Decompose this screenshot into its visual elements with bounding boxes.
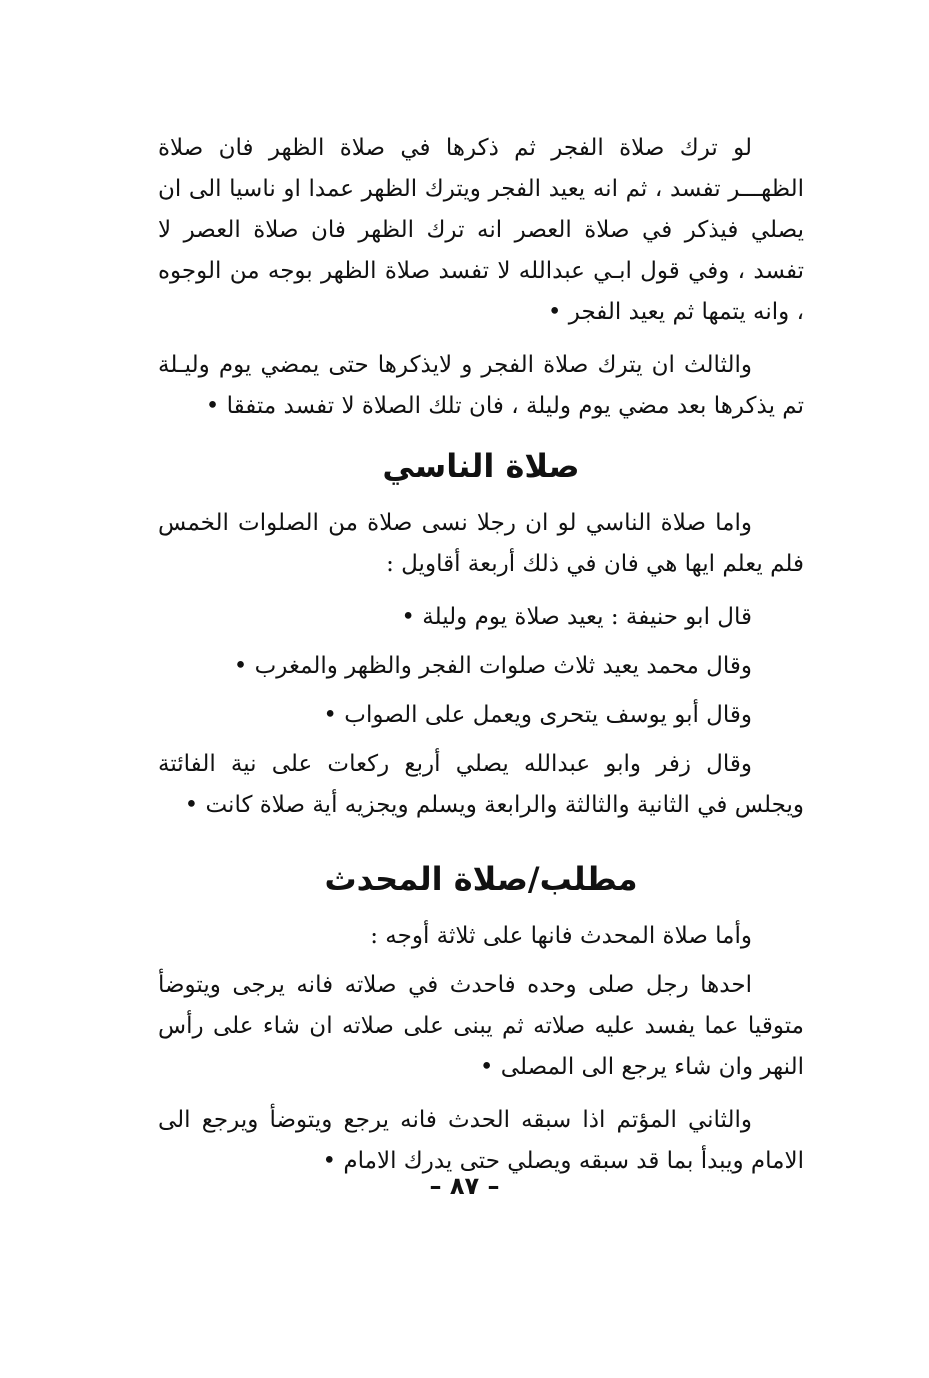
opinion-zufar: وقال زفر وابو عبدالله يصلي أربع ركعات على نية الفائتة ويجلس في الثانية والثالثة والرابعة ويسلم ويجزيه أية صلاة كانت • xyxy=(158,751,804,818)
paragraph-fajr-zuhr: لو ترك صلاة الفجر ثم ذكرها في صلاة الظهر فان صلاة الظهـــر تفسد ، ثم انه يعيد الفجر ويترك الظهر عمدا او ناسيا الى ان يصلي فيذكر في صلاة العصر انه ترك الظهر فان صلاة العصر لا تفسد ، وفي قول ابـي عبدالله لا تفسد صلاة الظهر بوجه من الوجوه ، وانه يتمها ثم يعيد الفجر • xyxy=(158,135,804,325)
heading-salat-al-muhdith: مطلب/صلاة المحدث xyxy=(324,860,638,898)
page-body xyxy=(158,128,804,1194)
paragraph-forgotten-prayer: واما صلاة الناسي لو ان رجلا نسى صلاة من الصلوات الخمس فلم يعلم ايها هي فان في ذلك أربعة أقاويل : xyxy=(158,510,804,577)
page-number: – ٨٧ – xyxy=(429,1172,500,1200)
opinion-abu-hanifa: قال ابو حنيفة : يعيد صلاة يوم وليلة • xyxy=(401,604,752,630)
paragraph-third-case: والثالث ان يترك صلاة الفجر و لايذكرها حتى يمضي يوم وليـلة تم يذكرها بعد مضي يوم وليلة ، فان تلك الصلاة لا تفسد متفقا • xyxy=(158,352,804,419)
paragraph-first-aspect: احدها رجل صلى وحده فاحدث في صلاته فانه يرجى ويتوضأ متوقيا عما يفسد عليه صلاته ثم يبنى على صلاته ان شاء على رأس النهر وان شاء يرجع الى المصلى • xyxy=(158,972,804,1080)
opinion-muhammad: وقال محمد يعيد ثلاث صلوات الفجر والظهر والمغرب • xyxy=(233,653,752,679)
paragraph-three-aspects: وأما صلاة المحدث فانها على ثلاثة أوجه : xyxy=(370,923,752,949)
opinion-abu-yusuf: وقال أبو يوسف يتحرى ويعمل على الصواب • xyxy=(323,702,752,728)
heading-salat-al-nasi: صلاة الناسي xyxy=(382,447,580,485)
paragraph-second-aspect: والثاني المؤتم اذا سبقه الحدث فانه يرجع ويتوضأ ويرجع الى الامام ويبدأ بما قد سبقه ويصلي حتى يدرك الامام • xyxy=(158,1107,804,1174)
